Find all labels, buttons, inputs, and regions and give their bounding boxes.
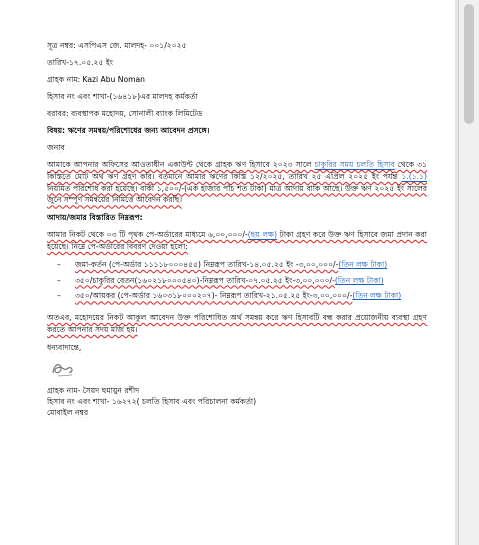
section-heading: আদায়/জমার বিস্তারিত নিম্নরূপ: [47,213,143,223]
dash-bullet-icon: – [57,291,61,301]
list-item-link[interactable]: (তিন লক্ষ টাকা) [338,259,388,269]
salutation: জনাব [47,143,65,152]
list-item [47,259,427,271]
signature-image [50,357,76,381]
paragraph-2-part-2: টাকা গ্রহণ করে উক্ত ঋণ হিসাবে জমা প্রদান করা হয়েছে। নিম্নে পে-অর্ডারের বিবরণ দেওয়া হলো: [47,230,427,251]
paragraph-2 [47,229,427,253]
dash-bullet-icon: – [57,259,61,269]
list-item-link[interactable]: (তিন লক্ষ টাকা) [334,275,384,285]
subject-line: বিষয়: ঋণের সমন্বয়/পরিশোধের জন্য আবেদন প্রসঙ্গে। [47,126,210,135]
signatory-account: হিসাব নং এবং শাখা- ১৬২৭২( চলতি হিসাব এবং পরিচালনা কর্মকর্তা) [47,396,257,406]
paragraph-1-link-2[interactable]: ১.(১.১) [401,171,427,181]
list-item-link[interactable]: (তিন লক্ষ টাকা) [352,291,402,301]
signatory-name: গ্রাহক নাম- সৈয়দ হুমায়ুন রশীদ [47,385,140,395]
list-item [47,275,427,287]
letter-date: তারিখ-১৭.০৫.২৫ ইং [47,58,114,67]
paragraph-1 [47,159,427,206]
scrollbar-thumb[interactable] [464,4,474,124]
list-item-text: জমা-কর্তন (পে-অর্ডার ১১১১৮০০০৪৫৫) নিম্নরূপ তারিখ-১৪.০৫.২৫ ইং -৩,০০,০০০/- [75,259,339,269]
letter-body [47,40,427,418]
paragraph-1-part-3: নিয়মিত পরিশোধ করা হয়েছে। বাকী ১,৫০০/-(এক হাজার পাঁচ শত টাকা) মাত্র আদায় বাকি আছে। উক্ত ঋণ ২০২৫ ইং সালের জুনে সম্পূর্ণ সমন্বয়ের নিমিত্তে আবেদন করছি। [47,183,427,205]
paragraph-1-link-1[interactable]: চাকুরির সময় চলতি হিসাব [314,160,395,169]
list-item-text: ৩৫০/আয়কর (পে-অর্ডার ১৬০৩১৮০০০২০৭)- নিম্নরূপ তারিখ-২১.০৫.২৫ ইং-৩,০০,০০০/- [75,291,353,301]
dash-bullet-icon: – [57,275,61,285]
paragraph-2-part-1: আমার নিকট থেকে ০৩ টি পৃথক পে-অর্ডারের মাধ্যমে ৬,০০,০০০/- [47,230,248,240]
signatory-contact: মোবাইল নম্বর [47,407,89,417]
paragraph-3: অতএব, মহোদয়ের নিকট আকুল আবেদন উক্ত পরিশোধিত অর্থ সমন্বয় করে ঋণ হিসাবটি বন্ধ করার প্রয়োজনীয় ব্যবস্থা গ্রহণ করতে আপনার সদয় মর্জি হয়। [47,313,427,334]
recipient-line: বরাবর: ব্যবস্থাপক মহোদয়, সোনালী ব্যাংক লিমিটেড [47,109,203,118]
list-item-text: ৩৫০/চাকুরির বেতন(১৬০২১৮০০০৫৪০)-নিম্নরূপ তারিখ-০৭.০৫.২৫ ইং-৩,০০,০০০/- [75,275,335,285]
closing: ধন্যবাদান্তে, [47,342,82,352]
list-item [47,290,427,302]
paragraph-1-part-1: আমাকে আপনার অফিসের আওতাধীন একাউন্ট থেকে গ্রাহক ঋণ হিসাবে ২০২৩ সালে [47,160,315,169]
account-line: হিসাব নং এবং শাখা-(১৬৪১৮)এর মালদহ কর্মকর্তা [47,92,198,101]
memo-reference: সূত্র নম্বর: এসপিএস জে. মালদহ- ০০১/২০২৫ [47,41,187,50]
vertical-scrollbar[interactable] [458,0,479,545]
paragraph-1-part-2: থেকে ৩১ কিস্তিতে মোট অর্থ ঋণ গ্রহণ করি। বর্তমানে আমার ঋণের কিস্তি ১২/২০২৫, তারিখ ২৫ এপ্রিল ২০২৫ ইং পর্যন্ত [47,160,427,181]
paragraph-2-link[interactable]: (ছয় লক্ষ) [247,230,278,240]
payment-list [47,259,427,302]
client-name: গ্রাহক নাম: Kazi Abu Noman [47,75,145,84]
